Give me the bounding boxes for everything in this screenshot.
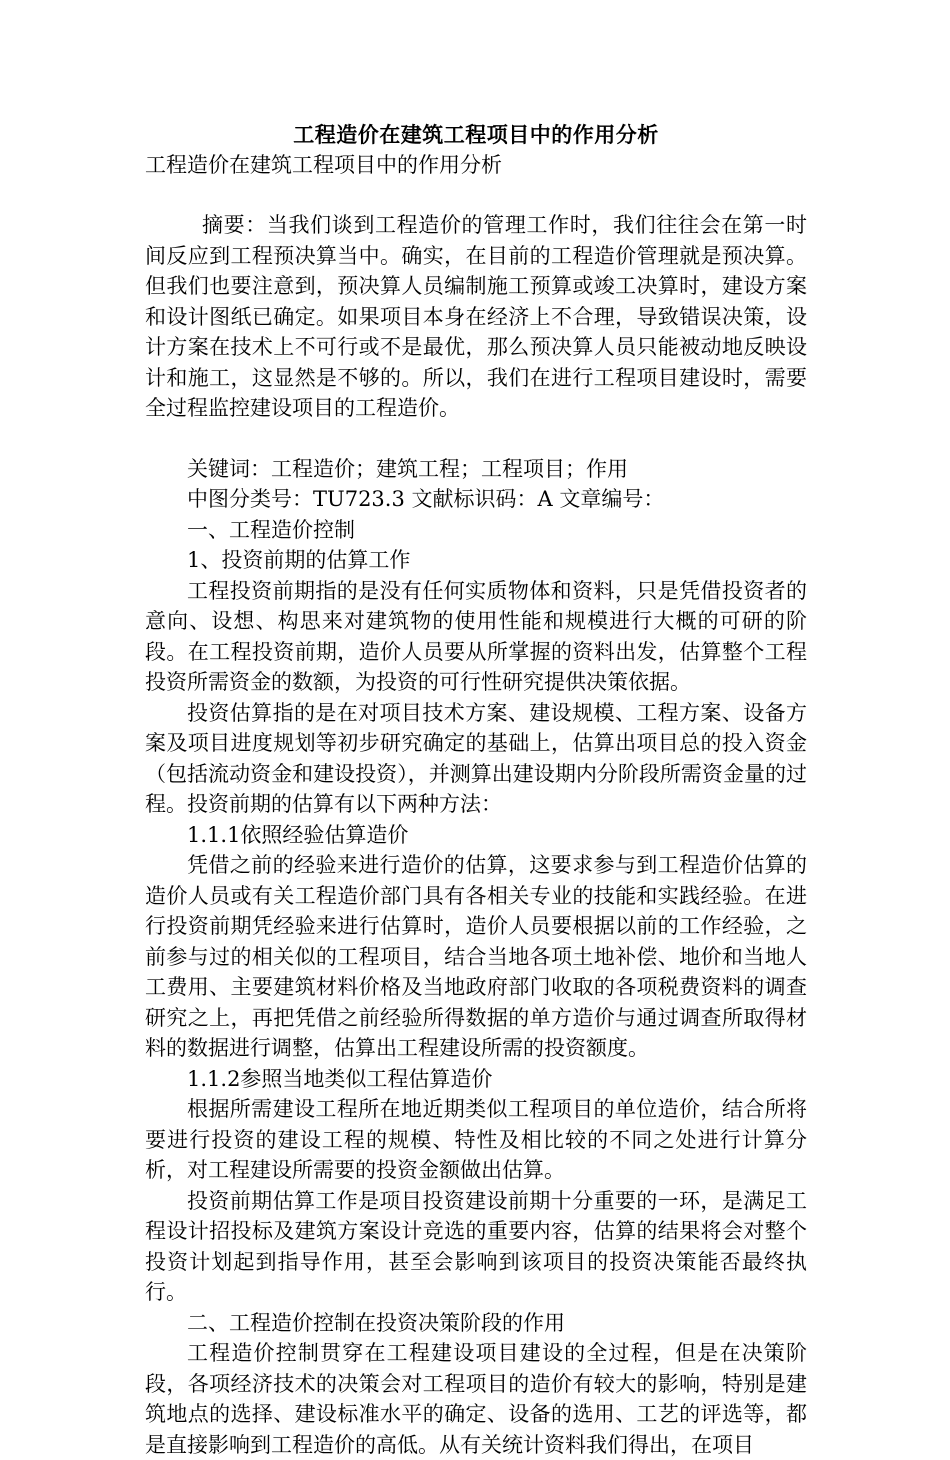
document-page bbox=[145, 120, 807, 1460]
body-paragraph: 投资估算指的是在对项目技术方案、建设规模、工程方案、设备方案及项目进度规划等初步研究确定的基础上，估算出项目总的投入资金（包括流动资金和建设投资），并测算出建设期内分阶段所需资金量的过程。投资前期的估算有以下两种方法： bbox=[145, 700, 807, 816]
abstract-paragraph: 摘要：当我们谈到工程造价的管理工作时，我们往往会在第一时间反应到工程预决算当中。确实，在目前的工程造价管理就是预决算。但我们也要注意到，预决算人员编制施工预算或竣工决算时，建设方案和设计图纸已确定。如果项目本身在经济上不合理，导致错误决策，设计方案在技术上不可行或不是最优，那么预决算人员只能被动地反映设计和施工，这显然是不够的。所以，我们在进行工程项目建设时，需要全过程监控建设项目的工程造价。 bbox=[145, 213, 807, 420]
document-title: 工程造价在建筑工程项目中的作用分析 bbox=[293, 122, 659, 147]
body-paragraph: 凭借之前的经验来进行造价的估算，这要求参与到工程造价估算的造价人员或有关工程造价部门具有各相关专业的技能和实践经验。在进行投资前期凭经验来进行估算时，造价人员要根据以前的工作经验，之前参与过的相关似的工程项目，结合当地各项土地补偿、地价和当地人工费用、主要建筑材料价格及当地政府部门收取的各项税费资料的调查研究之上，再把凭借之前经验所得数据的单方造价与通过调查所取得材料的数据进行调整，估算出工程建设所需的投资额度。 bbox=[145, 853, 807, 1060]
document-subtitle: 工程造价在建筑工程项目中的作用分析 bbox=[145, 153, 502, 177]
section-heading-2: 二、工程造价控制在投资决策阶段的作用 bbox=[187, 1310, 565, 1335]
blank-line bbox=[145, 424, 807, 454]
section-heading-1: 一、工程造价控制 bbox=[187, 517, 355, 542]
classification-line: 中图分类号：TU723.3 文献标识码：A 文章编号： bbox=[187, 487, 665, 511]
body-paragraph: 根据所需建设工程所在地近期类似工程项目的单位造价，结合所将要进行投资的建设工程的规模、特性及相比较的不同之处进行计算分析，对工程建设所需要的投资金额做出估算。 bbox=[145, 1097, 807, 1182]
subsection-heading-1-1: 1、投资前期的估算工作 bbox=[187, 548, 411, 572]
blank-line bbox=[145, 180, 807, 210]
subsection-heading-1-1-2: 1.1.2参照当地类似工程估算造价 bbox=[187, 1066, 493, 1091]
body-paragraph: 工程投资前期指的是没有任何实质物体和资料，只是凭借投资者的意向、设想、构思来对建筑物的使用性能和规模进行大概的可研的阶段。在工程投资前期，造价人员要从所掌握的资料出发，估算整个工程投资所需资金的数额，为投资的可行性研究提供决策依据。 bbox=[145, 578, 807, 694]
body-paragraph: 工程造价控制贯穿在工程建设项目建设的全过程，但是在决策阶段，各项经济技术的决策会对工程项目的造价有较大的影响，特别是建筑地点的选择、建设标准水平的确定、设备的选用、工艺的评选等，都是直接影响到工程造价的高低。从有关统计资料我们得出，在项目 bbox=[145, 1341, 807, 1457]
body-paragraph: 投资前期估算工作是项目投资建设前期十分重要的一环，是满足工程设计招投标及建筑方案设计竞选的重要内容，估算的结果将会对整个投资计划起到指导作用，甚至会影响到该项目的投资决策能否最终执行。 bbox=[145, 1188, 807, 1304]
subsection-heading-1-1-1: 1.1.1依照经验估算造价 bbox=[187, 822, 409, 847]
keywords-line: 关键词：工程造价；建筑工程；工程项目；作用 bbox=[187, 456, 628, 481]
